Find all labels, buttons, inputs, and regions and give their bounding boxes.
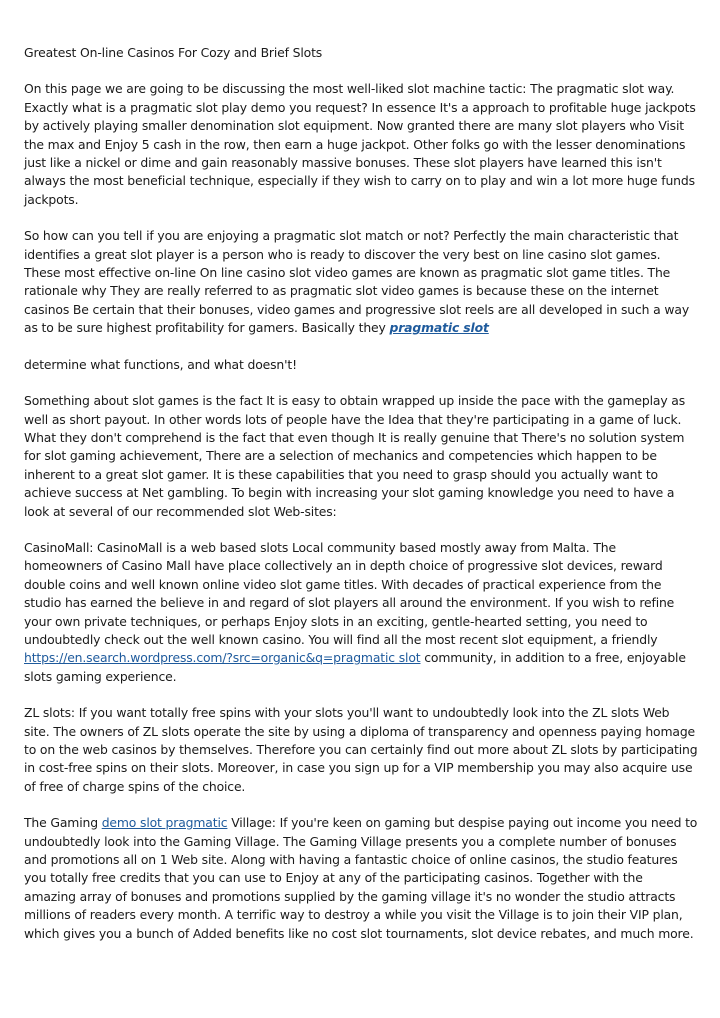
paragraph-slot-games: Something about slot games is the fact It is easy to obtain wrapped up inside the pace with the gameplay as well as short payout. In other words lots of people have the Idea that they're participating in a game of luck. What they don't comprehend is the fact that even though It is really genuine that There's no solution system for slot gaming achievement, There are a selection of mechanics and competencies which happen to be inherent to a great slot gamer. It is these capabilities that you need to grasp should you actually want to achieve success at Net gambling. To begin with increasing your slot gaming knowledge you need to have a look at several of our recommended slot Web-sites:	[24, 393, 686, 519]
demo-slot-pragmatic-link[interactable]: demo slot pragmatic	[101, 815, 228, 831]
paragraph-determine: determine what functions, and what doesn't!	[24, 356, 297, 372]
paragraph-text: CasinoMall: CasinoMall is a web based slots Local community based mostly away from Malta. The homeowners of Casino Mall have place collectively an in depth choice of progressive slot devices, reward double coins and well known online video slot game titles. With decades of practical experience from the studio has earned the believe in and regard of slot players all around the environment. If you wish to refine your own private techniques, or perhaps Enjoy slots in an exciting, gentle-hearted setting, you need to undoubtedly check out the well known casino. You will find all the most recent slot equipment, a friendly	[24, 539, 675, 647]
paragraph-pragmatic-slot	[24, 227, 698, 337]
paragraph-text: community, in addition to a free, enjoyable slots gaming experience.	[24, 650, 686, 684]
paragraph-casinomall	[24, 539, 698, 686]
document-title: Greatest On-line Casinos For Cozy and Brief Slots	[24, 45, 323, 60]
paragraph-text: The Gaming	[24, 815, 102, 831]
pragmatic-slot-link[interactable]: pragmatic slot	[389, 320, 489, 336]
paragraph-gaming-village	[24, 814, 698, 943]
paragraph-intro: On this page we are going to be discussing the most well-liked slot machine tactic: The pragmatic slot way. Exactly what is a pragmatic slot play demo you request? In essence It's a approach to profitable huge jackpots by actively playing smaller denomination slot equipment. Now granted there are many slot players who Visit the max and Enjoy 5 cash in the row, then earn a huge jackpot. Other folks go with the lesser denominations just like a nickel or dime and gain reasonably massive bonuses. These slot players have learned this isn't always the most beneficial technique, especially if they wish to carry on to play and win a lot more huge funds jackpots.	[24, 81, 696, 207]
paragraph-text: Village: If you're keen on gaming but despise paying out income you need to undoubtedly look into the Gaming Village. The Gaming Village presents you a complete number of bonuses and promotions all on 1 Web site. Along with having a fantastic choice of online casinos, the studio features you totally free credits that you can use to Enjoy at any of the participating casinos. Together with the amazing array of bonuses and promotions supplied by the gaming village it's no wonder the studio attracts millions of readers every month. A terrific way to destroy a while you visit the Village is to join their VIP plan, which gives you a bunch of Added benefits like no cost slot tournaments, slot device rebates, and much more.	[24, 815, 698, 941]
paragraph-text: So how can you tell if you are enjoying a pragmatic slot match or not? Perfectly the main characteristic that identifies a great slot player is a person who is ready to discover the very best on line casino slot games. These most effective on-line On line casino slot video games are known as pragmatic slot game titles. The rationale why They are really referred to as pragmatic slot video games is because these on the internet casinos Be certain that their bonuses, video games and progressive slot reels are all developed in such a way as to be sure highest profitability for gamers. Basically they	[24, 228, 690, 336]
wordpress-search-link[interactable]: https://en.search.wordpress.com/?src=organic&q=pragmatic slot	[24, 650, 421, 666]
paragraph-zl-slots: ZL slots: If you want totally free spins with your slots you'll want to undoubtedly look into the ZL slots Web site. The owners of ZL slots operate the site by using a diploma of transparency and openness paying homage to on the web casinos by themselves. Therefore you can certainly find out more about ZL slots by participating in cost-free spins on their slots. Moreover, in case you sign up for a VIP membership you may also acquire use of free of charge spins of the choice.	[24, 705, 698, 794]
